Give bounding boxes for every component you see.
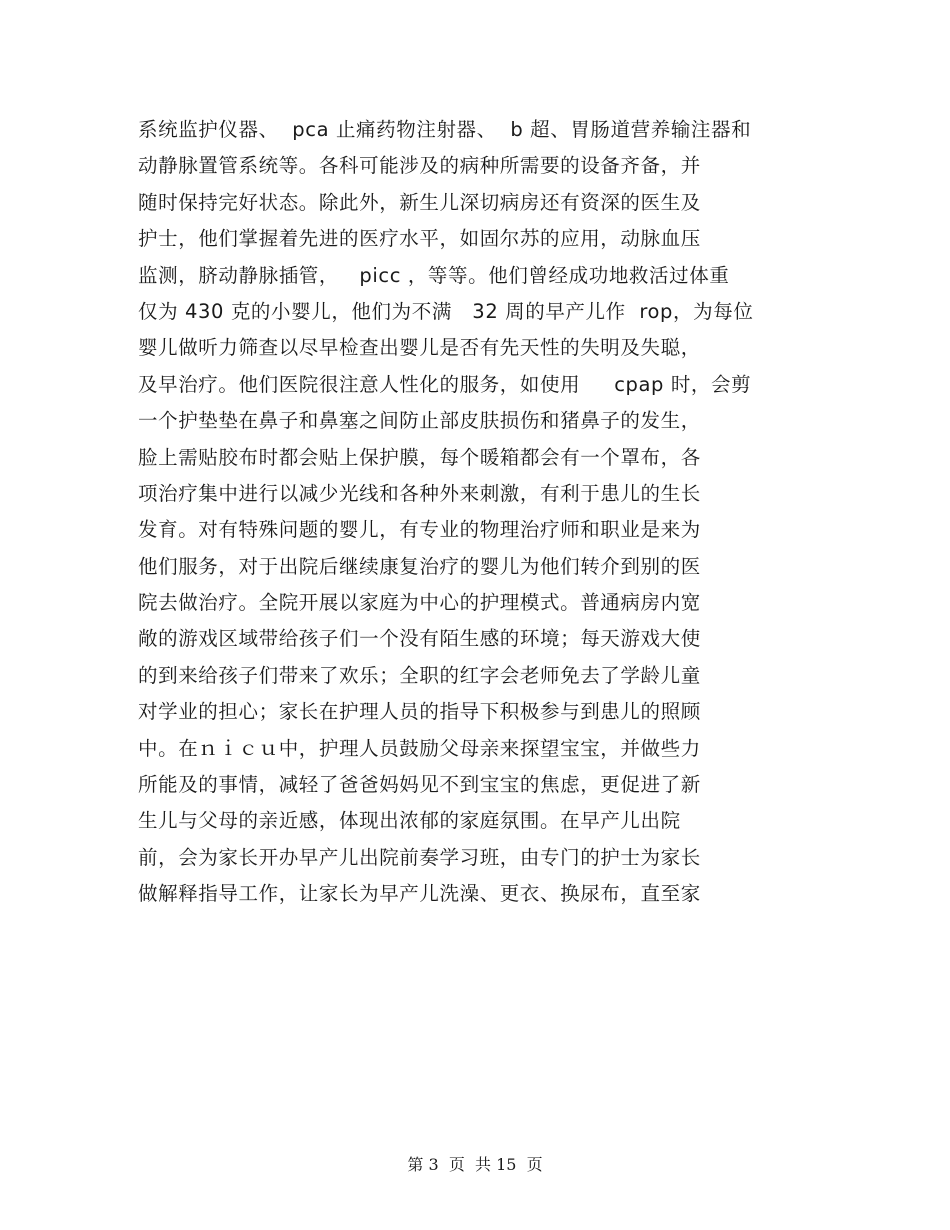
text-line: 护士，他们掌握着先进的医疗水平，如固尔苏的应用，动脉血压 bbox=[138, 227, 701, 251]
text-line: 他们服务，对于出院后继续康复治疗的婴儿为他们转介到别的医 bbox=[138, 554, 701, 578]
text-line: 项治疗集中进行以减少光线和各种外来刺激，有利于患儿的生长 bbox=[138, 481, 701, 505]
text-line: 随时保持完好状态。除此外，新生儿深切病房还有资深的医生及 bbox=[138, 190, 701, 214]
text-line: 做解释指导工作，让家长为早产儿洗澡、更衣、换尿布，直至家 bbox=[138, 882, 701, 906]
text-line: 及早治疗。他们医院很注意人性化的服务，如使用 cpap 时，会剪 bbox=[138, 372, 752, 396]
text-line: 对学业的担心；家长在护理人员的指导下积极参与到患儿的照顾 bbox=[138, 700, 701, 724]
text-line: 婴儿做听力筛查以尽早检查出婴儿是否有先天性的失明及失聪， bbox=[138, 336, 701, 360]
page-number-footer: 第 3 页 共 15 页 bbox=[407, 1155, 543, 1174]
text-line: 院去做治疗。全院开展以家庭为中心的护理模式。普通病房内宽 bbox=[138, 591, 701, 615]
text-line: 发育。对有特殊问题的婴儿，有专业的物理治疗师和职业是来为 bbox=[138, 518, 701, 542]
text-line: 动静脉置管系统等。各科可能涉及的病种所需要的设备齐备，并 bbox=[138, 154, 701, 178]
text-line: 脸上需贴胶布时都会贴上保护膜，每个暖箱都会有一个罩布，各 bbox=[138, 445, 701, 469]
body-text bbox=[138, 112, 838, 913]
text-line: 的到来给孩子们带来了欢乐；全职的红字会老师免去了学龄儿童 bbox=[138, 663, 701, 687]
text-line: 前，会为家长开办早产儿出院前奏学习班，由专门的护士为家长 bbox=[138, 845, 701, 869]
text-line: 中。在ｎｉｃｕ中，护理人员鼓励父母亲来探望宝宝，并做些力 bbox=[138, 736, 701, 760]
text-line: 系统监护仪器、 pca 止痛药物注射器、 b 超、胃肠道营养输注器和 bbox=[138, 118, 752, 141]
text-line: 敞的游戏区域带给孩子们一个没有陌生感的环境；每天游戏大使 bbox=[138, 627, 701, 651]
text-line: 所能及的事情，减轻了爸爸妈妈见不到宝宝的焦虑，更促进了新 bbox=[138, 773, 701, 797]
text-line: 仅为 430 克的小婴儿，他们为不满 32 周的早产儿作 rop，为每位 bbox=[138, 299, 754, 323]
text-line: 一个护垫垫在鼻子和鼻塞之间防止部皮肤损伤和猪鼻子的发生， bbox=[138, 409, 701, 433]
text-line: 监测，脐动静脉插管， picc ，等等。他们曾经成功地救活过体重 bbox=[138, 263, 730, 287]
text-line: 生儿与父母的亲近感，体现出浓郁的家庭氛围。在早产儿出院 bbox=[138, 809, 681, 833]
